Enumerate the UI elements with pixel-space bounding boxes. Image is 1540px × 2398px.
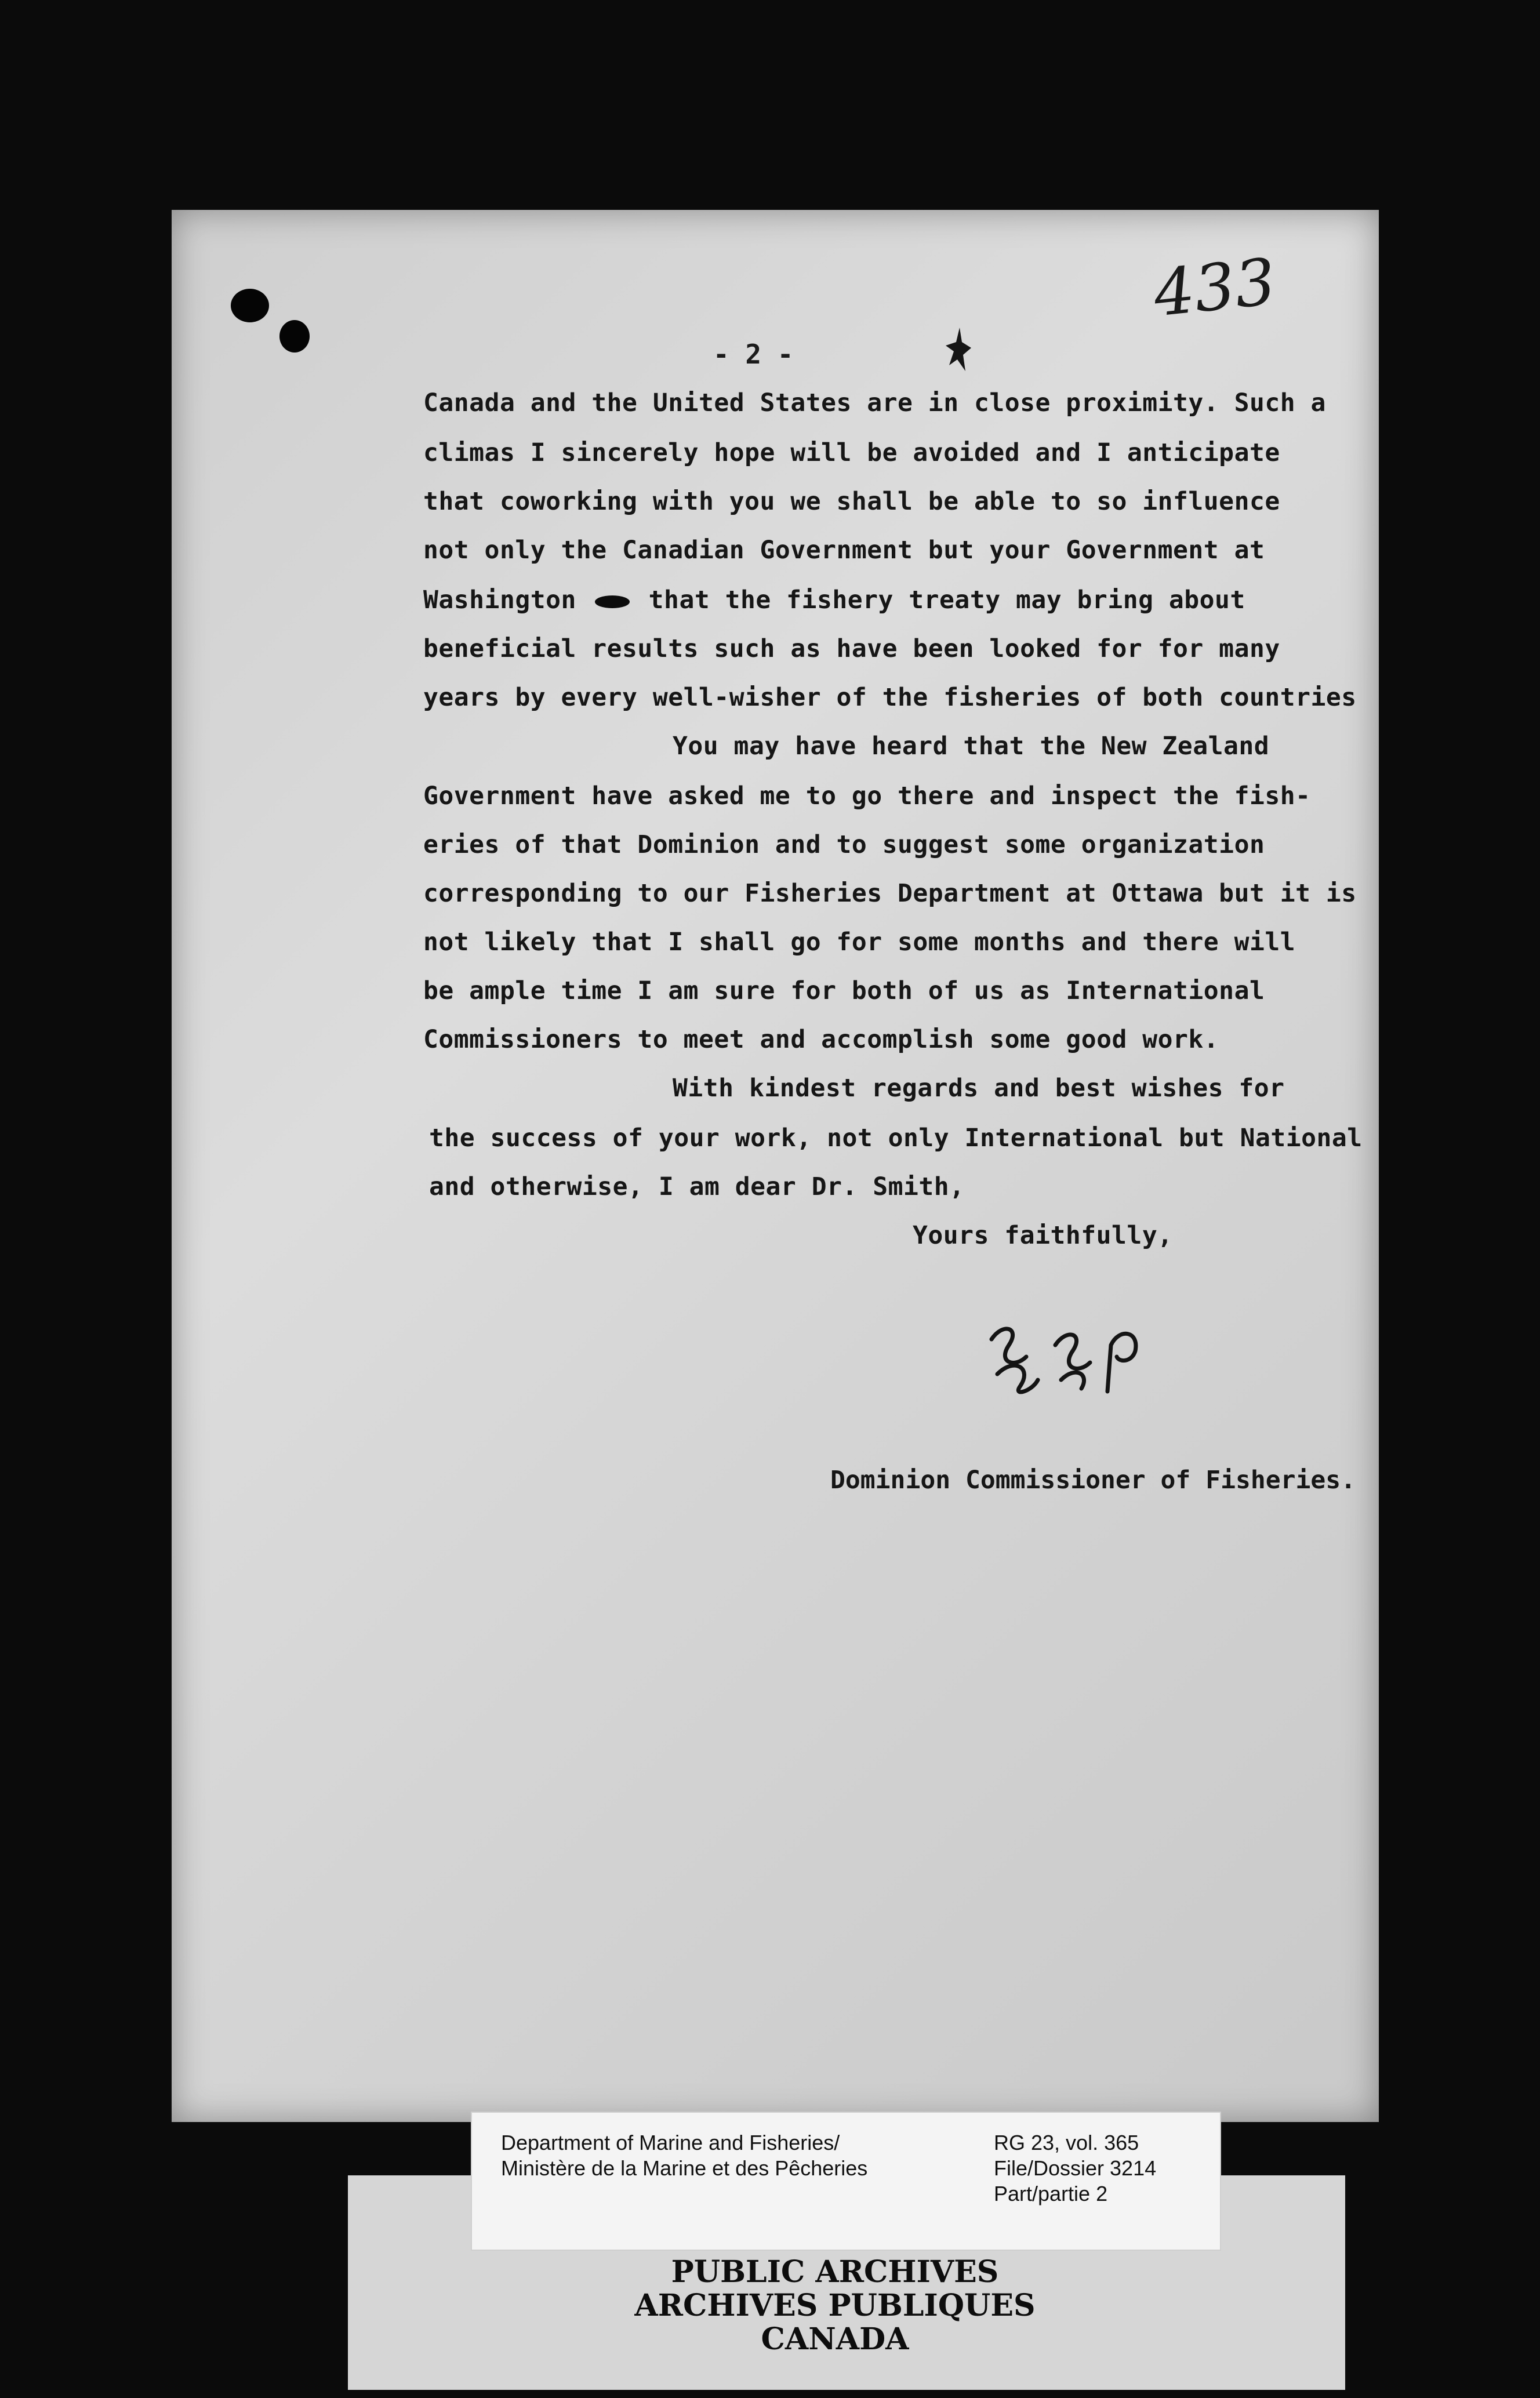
signature-icon — [980, 1305, 1189, 1409]
body-line: the success of your work, not only International but National — [429, 1124, 1363, 1153]
department-fr: Ministère de la Marine et des Pêcheries — [501, 2156, 868, 2180]
body-text: that the fishery treaty may bring about — [648, 586, 1245, 615]
body-line: eries of that Dominion and to suggest some organization — [423, 830, 1265, 859]
stamp-line: ARCHIVES PUBLIQUES — [634, 2288, 1036, 2323]
stamp-line: CANADA — [761, 2321, 909, 2357]
body-line: not only the Canadian Government but your Government at — [423, 536, 1265, 565]
part-number: Part/partie 2 — [994, 2182, 1108, 2206]
signer-title: Dominion Commissioner of Fisheries. — [830, 1466, 1356, 1495]
record-group: RG 23, vol. 365 — [994, 2131, 1139, 2154]
reference-number: 433 — [1150, 244, 1280, 331]
body-line: years by every well-wisher of the fisheries of both countries — [423, 683, 1357, 712]
body-line: With kindest regards and best wishes for — [673, 1074, 1285, 1103]
punch-hole — [231, 289, 269, 322]
archive-label — [471, 2112, 1221, 2251]
body-line: You may have heard that the New Zealand — [673, 732, 1270, 761]
stamp-line: PUBLIC ARCHIVES — [671, 2254, 999, 2290]
body-line: Canada and the United States are in close proximity. Such a — [423, 388, 1326, 417]
body-line: not likely that I shall go for some months and there will — [423, 928, 1296, 957]
body-line: Commissioners to meet and accomplish some good work. — [423, 1025, 1219, 1054]
body-text: Washington — [423, 586, 576, 615]
body-line: be ample time I am sure for both of us as International — [423, 976, 1265, 1005]
page-number: - 2 - — [713, 339, 794, 370]
archives-stamp — [615, 2255, 1055, 2356]
body-line: Government have asked me to go there and inspect the fish- — [423, 782, 1311, 811]
ink-blot-icon — [942, 325, 977, 383]
department-en: Department of Marine and Fisheries/ — [501, 2131, 840, 2154]
body-line: and otherwise, I am dear Dr. Smith, — [429, 1172, 965, 1201]
body-line: beneficial results such as have been looked for for many — [423, 634, 1280, 663]
punch-hole — [279, 320, 310, 353]
ink-smudge-icon — [595, 595, 630, 608]
body-line: that coworking with you we shall be able to so influence — [423, 487, 1280, 516]
body-line — [423, 586, 1245, 615]
body-line: corresponding to our Fisheries Department at Ottawa but it is — [423, 879, 1357, 908]
body-line: climas I sincerely hope will be avoided and I anticipate — [423, 438, 1280, 467]
closing: Yours faithfully, — [913, 1221, 1173, 1250]
file-number: File/Dossier 3214 — [994, 2156, 1157, 2180]
